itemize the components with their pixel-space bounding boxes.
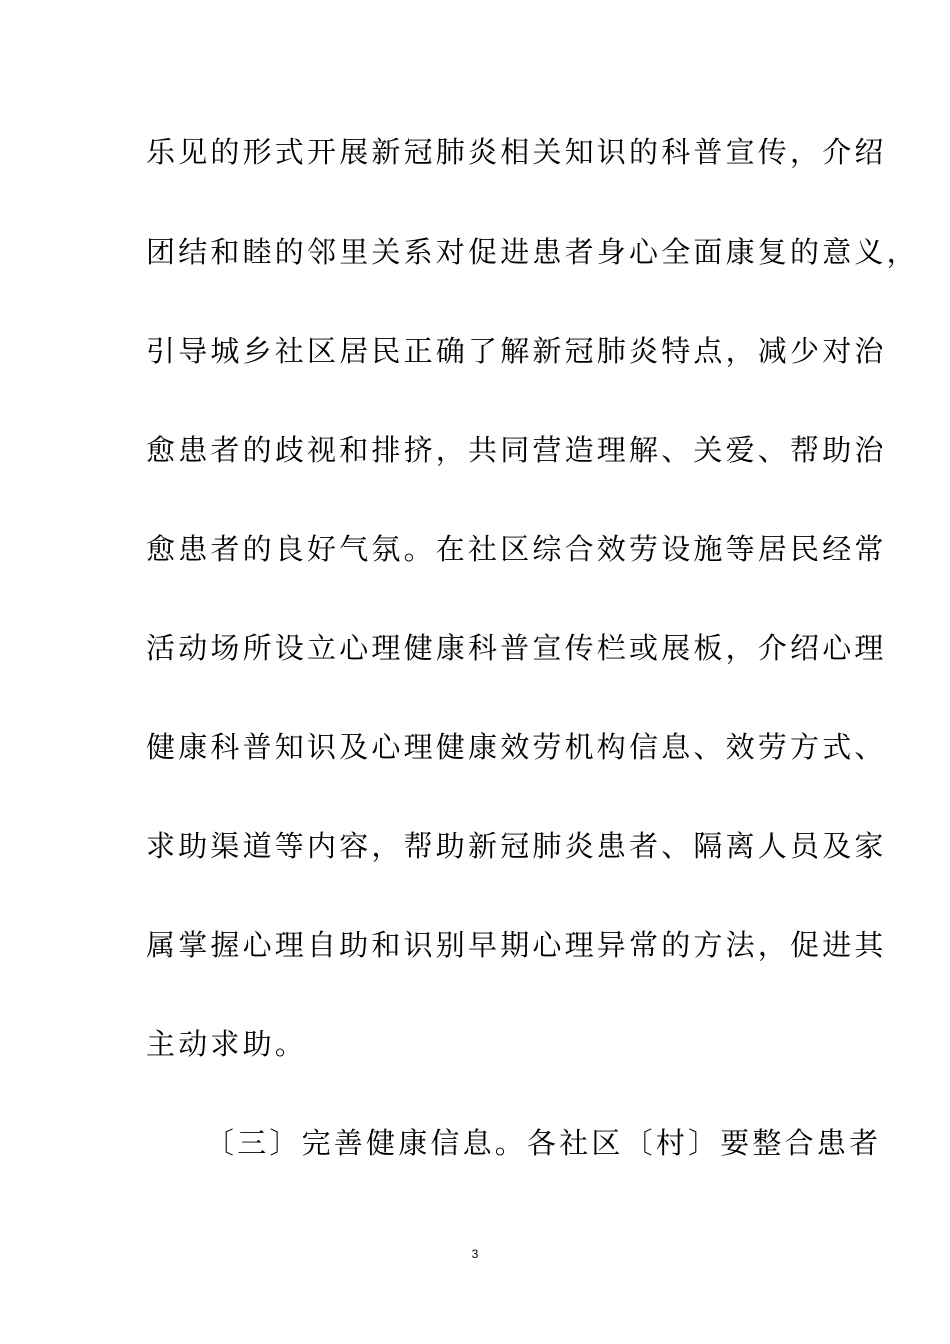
text-line-11: 〔三〕完善健康信息。各社区〔村〕要整合患者 xyxy=(205,1126,882,1160)
text-line-1: 乐见的形式开展新冠肺炎相关知识的科普宣传，介绍 xyxy=(146,135,887,169)
text-line-2: 团结和睦的邻里关系对促进患者身心全面康复的意义， xyxy=(146,235,919,269)
text-line-5: 愈患者的良好气氛。在社区综合效劳设施等居民经常 xyxy=(146,532,887,566)
text-line-10: 主动求助。 xyxy=(146,1027,308,1061)
text-line-8: 求助渠道等内容，帮助新冠肺炎患者、隔离人员及家 xyxy=(146,829,887,863)
text-line-7: 健康科普知识及心理健康效劳机构信息、效劳方式、 xyxy=(146,730,887,764)
text-line-9: 属掌握心理自助和识别早期心理异常的方法，促进其 xyxy=(146,928,887,962)
text-line-3: 引导城乡社区居民正确了解新冠肺炎特点，减少对治 xyxy=(146,334,887,368)
page-number: 3 xyxy=(471,1247,479,1261)
text-line-6: 活动场所设立心理健康科普宣传栏或展板，介绍心理 xyxy=(146,631,887,665)
text-line-4: 愈患者的歧视和排挤，共同营造理解、关爱、帮助治 xyxy=(146,433,887,467)
